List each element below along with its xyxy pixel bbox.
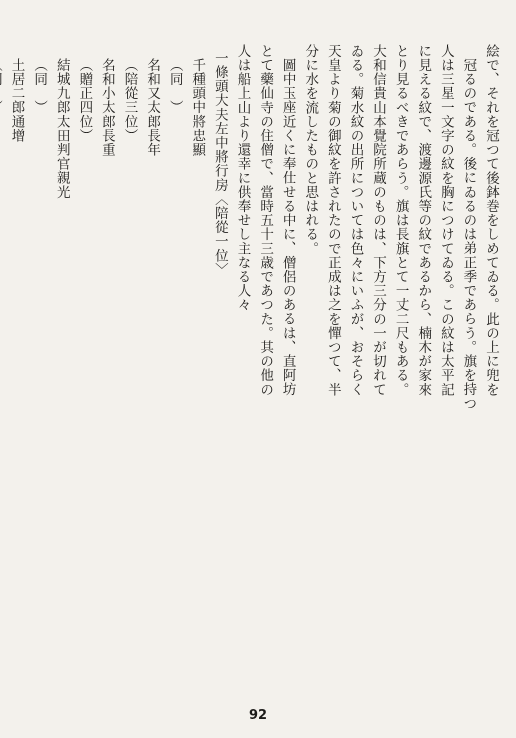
row-name: 名和小太郎長重 xyxy=(98,57,115,157)
text-column: 絵で、それを冠つて後鉢巻をしめてゐる。此の上に兜を xyxy=(483,44,499,397)
text-column: とり見るべきであらう。旗は長旗とて一丈二尺もある。 xyxy=(392,44,409,397)
table-row xyxy=(28,44,73,680)
row-note: （贈正四位） xyxy=(76,57,93,143)
row-note xyxy=(0,58,5,681)
row-name: 名和又太郎長年 xyxy=(144,57,161,157)
row-note: （同 ） xyxy=(31,57,48,114)
text-column: 大和信貴山本覺院所蔵のものは、下方三分の一が切れて xyxy=(370,44,387,397)
row-name: 千種頭中將忠顯 xyxy=(189,57,206,157)
table-row xyxy=(163,44,208,680)
text-column: とて藥仙寺の住僧で、當時五十三歳であつた。其の他の xyxy=(257,44,274,397)
table-heading: 一條頭大夫左中將行房〈陪從一位〉 xyxy=(211,50,228,277)
text-column: に見える紋で、渡邊源氏等の紋であるから、楠木が家來 xyxy=(415,44,432,397)
text-column: ゐる。菊水紋の出所については色々にいふが、おそらく xyxy=(347,44,364,397)
text-column: 圖中玉座近くに奉仕せる中に、僧侶のあるは、直阿坊 xyxy=(279,57,296,396)
row-note: （同 ） xyxy=(166,57,183,114)
text-column: 冠るのである。後にゐるのは弟正季であらう。旗を持つ xyxy=(460,57,477,410)
row-name: 土居二郎通增 xyxy=(8,57,25,143)
page-number: 92 xyxy=(248,708,268,723)
table-row xyxy=(0,44,28,680)
text-column: 天皇より菊の御紋を許されたので正成は之を憚つて、半 xyxy=(324,44,341,397)
vertical-text-body xyxy=(8,44,502,680)
row-name: 結城九郎太田判官親光 xyxy=(53,57,70,199)
row-note: （陪從三位） xyxy=(121,57,138,143)
text-column: 人は三星一文字の紋を胸につけてゐる。この紋は太平記 xyxy=(437,44,454,397)
text-column: 分に水を流したものと思はれる。 xyxy=(302,44,319,256)
table-row xyxy=(118,44,163,680)
text-column: 人は船上山より還幸に供奉せし主なる人々 xyxy=(234,44,251,312)
table-row xyxy=(73,44,118,680)
